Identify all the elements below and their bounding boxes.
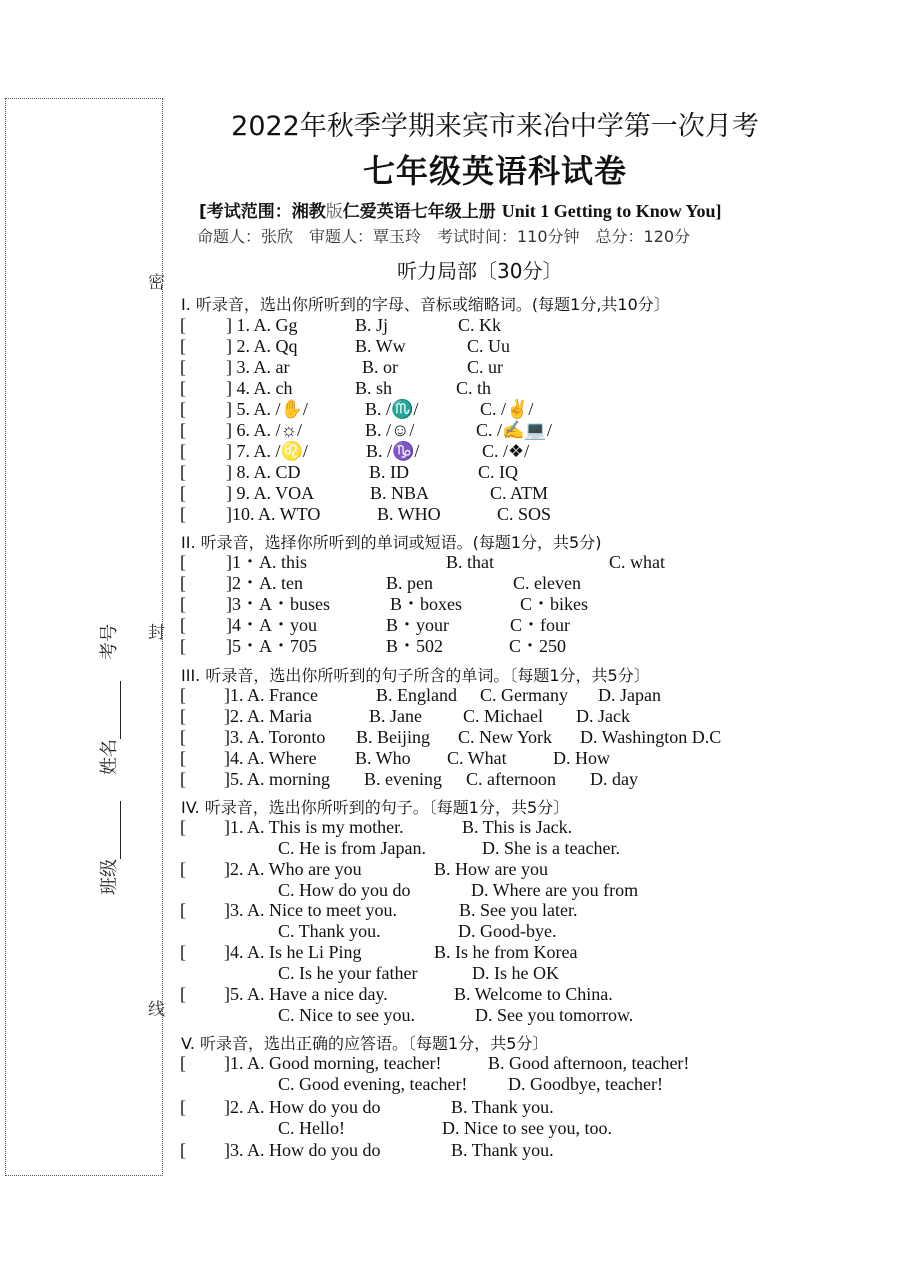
option-c: C. SOS bbox=[497, 504, 552, 524]
answer-bracket[interactable]: [ bbox=[180, 336, 186, 356]
option-a: ]3. A. Toronto bbox=[224, 727, 326, 747]
option-d: D. She is a teacher. bbox=[482, 838, 620, 858]
section-2-heading: II. 听录音，选择你所听到的单词或短语。(每题1分，共5分) bbox=[181, 533, 602, 552]
option-b: B. Is he from Korea bbox=[434, 942, 578, 962]
option-a: ]4・A・you bbox=[226, 615, 317, 635]
option-a: ]5・A・705 bbox=[226, 636, 317, 656]
option-a: ]4. A. Where bbox=[224, 748, 317, 768]
option-a: ] 4. A. ch bbox=[226, 378, 293, 398]
name-blank bbox=[104, 681, 121, 739]
option-c: C. ATM bbox=[490, 483, 549, 503]
option-c: C. How do you do bbox=[278, 880, 411, 900]
option-c: C. Nice to see you. bbox=[278, 1005, 415, 1025]
option-d: D. See you tomorrow. bbox=[475, 1005, 634, 1025]
option-b: B. WHO bbox=[377, 504, 441, 524]
scope-mid: 版 bbox=[325, 202, 343, 222]
answer-bracket[interactable]: [ bbox=[180, 1097, 186, 1117]
option-b: B. Thank you. bbox=[451, 1097, 554, 1117]
seal-char-mi: 密 bbox=[148, 273, 165, 293]
option-d: D. Nice to see you, too. bbox=[442, 1118, 612, 1138]
option-a: ]2. A. Who are you bbox=[224, 859, 362, 879]
option-c: C・four bbox=[510, 615, 570, 635]
option-b: B・boxes bbox=[390, 594, 462, 614]
section-3-heading: III. 听录音，选出你所听到的句子所含的单词。〔每题1分，共5分〕 bbox=[181, 666, 650, 685]
option-a: ]5. A. morning bbox=[224, 769, 330, 789]
answer-bracket[interactable]: [ bbox=[180, 984, 186, 1004]
option-a: ]3・A・buses bbox=[226, 594, 330, 614]
answer-bracket[interactable]: [ bbox=[180, 483, 186, 503]
option-b: B. Ww bbox=[355, 336, 406, 356]
binding-margin bbox=[5, 98, 163, 1176]
option-c: C. Is he your father bbox=[278, 963, 418, 983]
section-5-heading: V. 听录音，选出正确的应答语。〔每题1分，共5分〕 bbox=[181, 1034, 549, 1053]
name-field bbox=[95, 681, 121, 775]
option-c: C. Uu bbox=[467, 336, 511, 356]
option-a: ] 8. A. CD bbox=[226, 462, 301, 482]
option-c: C. /✍💻/ bbox=[476, 420, 552, 440]
option-b: B. How are you bbox=[434, 859, 548, 879]
class-field bbox=[95, 801, 121, 895]
option-b: B. This is Jack. bbox=[462, 817, 573, 837]
answer-bracket[interactable]: [ bbox=[180, 399, 186, 419]
option-a: ] 1. A. Gg bbox=[226, 315, 298, 335]
answer-bracket[interactable]: [ bbox=[180, 504, 186, 524]
option-b: B. England bbox=[376, 685, 457, 705]
option-a: ] 3. A. ar bbox=[226, 357, 290, 377]
option-c: C. Michael bbox=[463, 706, 543, 726]
section-1-heading: I. 听录音，选出你所听到的字母、音标或缩略词。(每题1分,共10分〕 bbox=[181, 295, 670, 314]
option-c: C. /✌/ bbox=[480, 399, 534, 419]
option-b: B. Good afternoon, teacher! bbox=[488, 1053, 690, 1073]
option-c: C. Kk bbox=[458, 315, 502, 335]
option-a: ]10. A. WTO bbox=[226, 504, 321, 524]
answer-bracket[interactable]: [ bbox=[180, 636, 186, 656]
option-d: D. Is he OK bbox=[472, 963, 559, 983]
answer-bracket[interactable]: [ bbox=[180, 378, 186, 398]
option-b: B. Thank you. bbox=[451, 1140, 554, 1160]
option-c: C. Hello! bbox=[278, 1118, 345, 1138]
answer-bracket[interactable]: [ bbox=[180, 615, 186, 635]
answer-bracket[interactable]: [ bbox=[180, 748, 186, 768]
option-c: C. New York bbox=[458, 727, 553, 747]
exam-subtitle: 七年级英语科试卷 bbox=[362, 152, 627, 190]
section-4-heading: IV. 听录音，选出你所听到的句子。〔每题1分，共5分〕 bbox=[181, 798, 570, 817]
option-a: ]2. A. How do you do bbox=[224, 1097, 381, 1117]
option-a: ]2・A. ten bbox=[226, 573, 303, 593]
answer-bracket[interactable]: [ bbox=[180, 357, 186, 377]
option-b: B. See you later. bbox=[459, 900, 578, 920]
scope-prefix: [考试范围：湘教 bbox=[199, 202, 326, 222]
option-b: B. Jj bbox=[355, 315, 389, 335]
option-a: ] 6. A. /☼/ bbox=[226, 420, 302, 440]
answer-bracket[interactable]: [ bbox=[180, 1140, 186, 1160]
answer-bracket[interactable]: [ bbox=[180, 594, 186, 614]
option-a: ]2. A. Maria bbox=[224, 706, 312, 726]
option-a: ]1・A. this bbox=[226, 552, 307, 572]
exam-no-label: 考号 bbox=[99, 624, 120, 660]
answer-bracket[interactable]: [ bbox=[180, 420, 186, 440]
option-b: B. /♏/ bbox=[365, 399, 419, 419]
class-blank bbox=[104, 801, 121, 859]
option-a: ]3. A. Nice to meet you. bbox=[224, 900, 397, 920]
option-c: C・250 bbox=[509, 636, 567, 656]
answer-bracket[interactable]: [ bbox=[180, 859, 186, 879]
option-b: B. Welcome to China. bbox=[454, 984, 613, 1004]
answer-bracket[interactable]: [ bbox=[180, 1053, 186, 1073]
option-c: C. Thank you. bbox=[278, 921, 381, 941]
option-b: B. NBA bbox=[370, 483, 430, 503]
option-c: C. He is from Japan. bbox=[278, 838, 426, 858]
option-d: D. Good-bye. bbox=[458, 921, 557, 941]
option-d: D. Japan bbox=[598, 685, 661, 705]
option-d: D. How bbox=[553, 748, 610, 768]
option-b: B. Who bbox=[355, 748, 411, 768]
option-c: C・bikes bbox=[520, 594, 589, 614]
answer-bracket[interactable]: [ bbox=[180, 552, 186, 572]
answer-bracket[interactable]: [ bbox=[180, 685, 186, 705]
answer-bracket[interactable]: [ bbox=[180, 942, 186, 962]
option-c: C. th bbox=[456, 378, 492, 398]
option-c: C. Good evening, teacher! bbox=[278, 1074, 468, 1094]
option-a: ]4. A. Is he Li Ping bbox=[224, 942, 362, 962]
answer-bracket[interactable]: [ bbox=[180, 900, 186, 920]
option-c: C. What bbox=[447, 748, 507, 768]
answer-bracket[interactable]: [ bbox=[180, 462, 186, 482]
answer-bracket[interactable]: [ bbox=[180, 441, 186, 461]
option-b: B・your bbox=[386, 615, 449, 635]
exam-title: 2022年秋季学期来宾市来冶中学第一次月考 bbox=[231, 111, 759, 142]
option-a: ]1. A. This is my mother. bbox=[224, 817, 404, 837]
option-a: ]3. A. How do you do bbox=[224, 1140, 381, 1160]
option-b: B. that bbox=[446, 552, 494, 572]
answer-bracket[interactable]: [ bbox=[180, 573, 186, 593]
exam-meta: 命题人：张欣 审题人：覃玉玲 考试时间：110分钟 总分：120分 bbox=[197, 227, 691, 246]
option-a: ]5. A. Have a nice day. bbox=[224, 984, 388, 1004]
option-a: ]1. A. France bbox=[224, 685, 318, 705]
option-b: B. evening bbox=[364, 769, 442, 789]
option-b: B. Jane bbox=[369, 706, 422, 726]
option-c: C. IQ bbox=[478, 462, 518, 482]
option-c: C. Germany bbox=[480, 685, 568, 705]
option-d: D. Goodbye, teacher! bbox=[508, 1074, 663, 1094]
answer-bracket[interactable]: [ bbox=[180, 706, 186, 726]
option-b: B. sh bbox=[355, 378, 393, 398]
scope-en: Unit 1 Getting to Know You] bbox=[501, 201, 722, 221]
option-b: B. ID bbox=[369, 462, 409, 482]
option-d: D. Where are you from bbox=[471, 880, 639, 900]
option-b: B. pen bbox=[386, 573, 433, 593]
option-a: ] 9. A. VOA bbox=[226, 483, 315, 503]
option-d: D. Jack bbox=[576, 706, 630, 726]
option-c: C. what bbox=[609, 552, 665, 572]
option-d: D. day bbox=[590, 769, 638, 789]
option-c: C. ur bbox=[467, 357, 503, 377]
option-d: D. Washington D.C bbox=[580, 727, 722, 747]
option-a: ] 7. A. /♌/ bbox=[226, 441, 308, 461]
name-label: 姓名 bbox=[99, 739, 120, 775]
seal-char-feng: 封 bbox=[148, 623, 165, 643]
option-b: B. /☺/ bbox=[365, 420, 415, 440]
answer-bracket[interactable]: [ bbox=[180, 727, 186, 747]
seal-char-xian: 线 bbox=[148, 1000, 165, 1020]
option-c: C. afternoon bbox=[466, 769, 556, 789]
option-c: C. eleven bbox=[513, 573, 581, 593]
option-a: ]1. A. Good morning, teacher! bbox=[224, 1053, 442, 1073]
option-c: C. /❖/ bbox=[482, 441, 530, 461]
option-b: B. or bbox=[362, 357, 398, 377]
option-a: ] 5. A. /✋/ bbox=[226, 399, 308, 419]
class-label: 班级 bbox=[99, 859, 120, 895]
option-b: B. Beijing bbox=[356, 727, 431, 747]
listening-part-title: 听力局部〔30分〕 bbox=[397, 259, 563, 283]
exam-no-field bbox=[95, 624, 121, 660]
answer-bracket[interactable]: [ bbox=[180, 769, 186, 789]
answer-bracket[interactable]: [ bbox=[180, 817, 186, 837]
option-a: ] 2. A. Qq bbox=[226, 336, 298, 356]
scope-cn: 仁爱英语七年级上册 bbox=[342, 202, 496, 222]
option-b: B・502 bbox=[386, 636, 444, 656]
answer-bracket[interactable]: [ bbox=[180, 315, 186, 335]
option-b: B. /♑/ bbox=[366, 441, 420, 461]
exam-scope bbox=[199, 197, 722, 222]
